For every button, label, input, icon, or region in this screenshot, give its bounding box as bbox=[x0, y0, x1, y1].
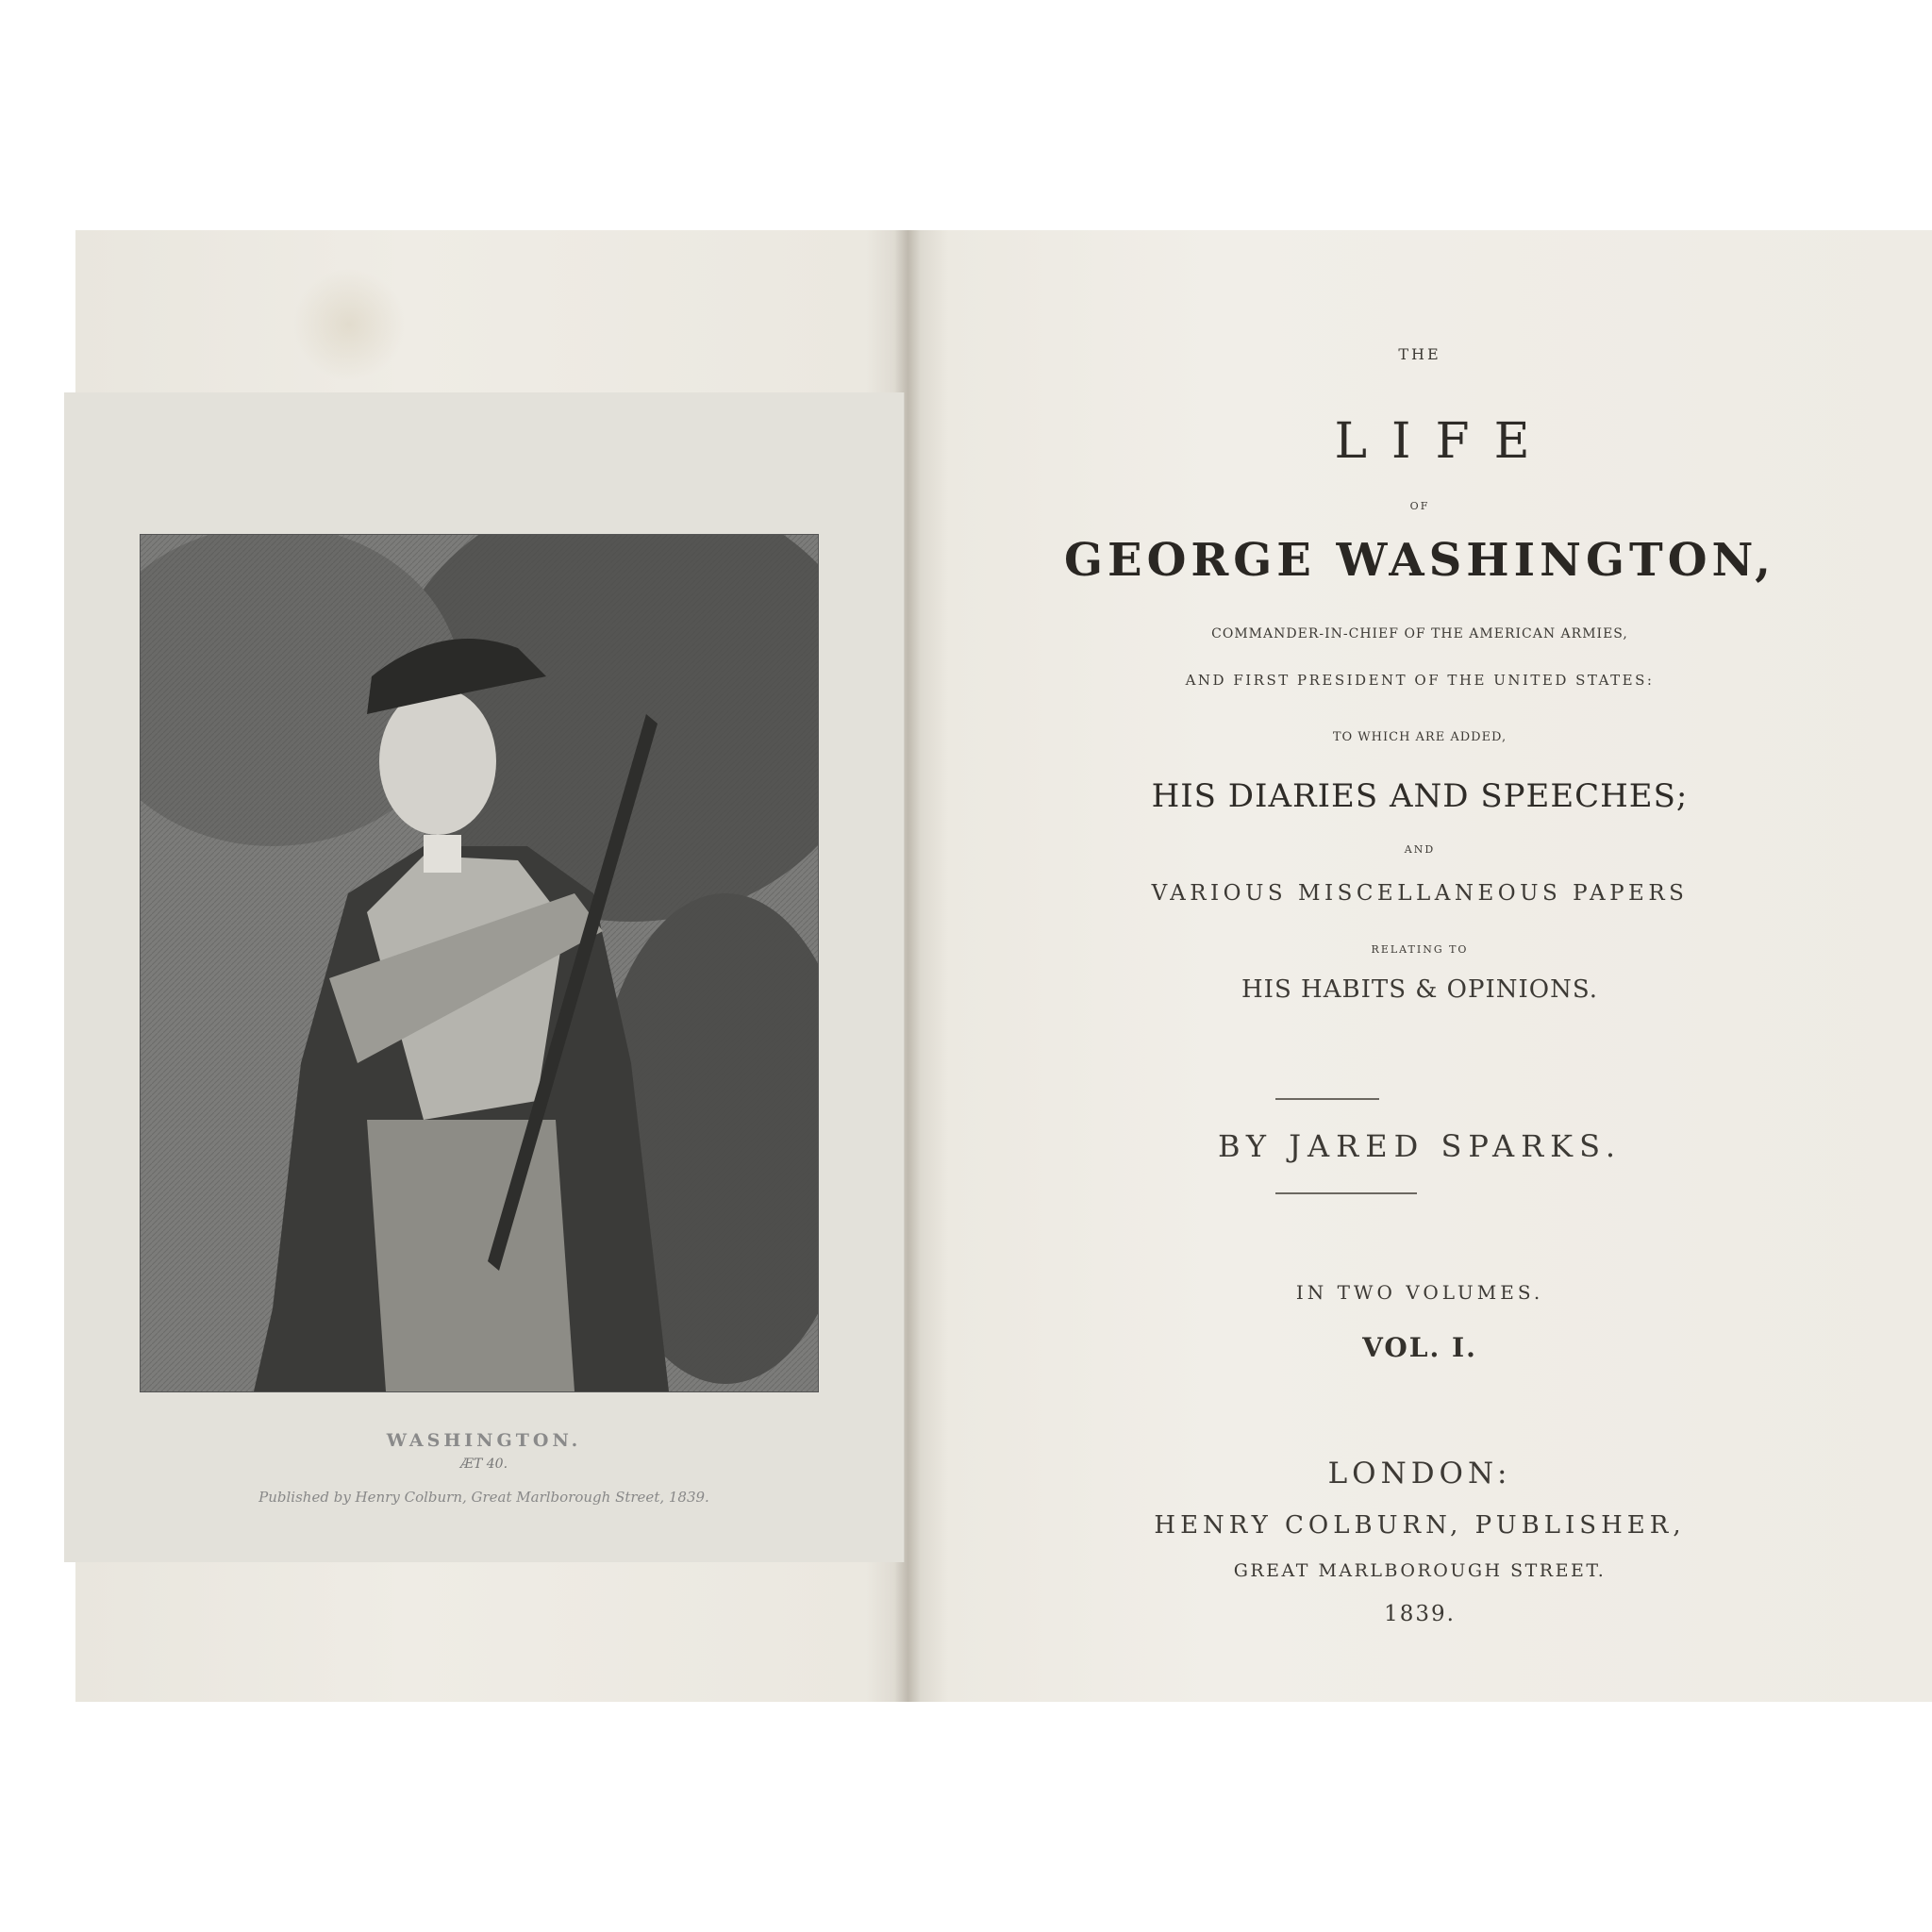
portrait-engraving bbox=[140, 534, 819, 1392]
subtitle-president: AND FIRST PRESIDENT OF THE UNITED STATES: bbox=[1185, 672, 1655, 689]
title-life: LIFE bbox=[1334, 413, 1555, 470]
title-diaries: HIS DIARIES AND SPEECHES; bbox=[1151, 777, 1689, 815]
title-of: OF bbox=[1409, 500, 1430, 512]
volumes-line: IN TWO VOLUMES. bbox=[1295, 1281, 1544, 1304]
subtitle-added: TO WHICH ARE ADDED, bbox=[1332, 730, 1507, 744]
imprint-city: LONDON: bbox=[1327, 1457, 1512, 1491]
imprint-publisher: HENRY COLBURN, PUBLISHER, bbox=[1154, 1511, 1686, 1540]
caption-age: ÆT 40. bbox=[459, 1457, 508, 1472]
paper-stain bbox=[292, 268, 406, 381]
volume-number: VOL. I. bbox=[1362, 1332, 1477, 1363]
title-the: THE bbox=[1398, 345, 1441, 363]
title-and: AND bbox=[1404, 843, 1436, 856]
title-various: VARIOUS MISCELLANEOUS PAPERS bbox=[1151, 881, 1689, 906]
imprint-street: GREAT MARLBOROUGH STREET. bbox=[1233, 1560, 1607, 1581]
imprint-year: 1839. bbox=[1384, 1602, 1456, 1626]
title-relating: RELATING TO bbox=[1371, 943, 1469, 956]
open-book bbox=[75, 230, 1932, 1702]
title-habits: HIS HABITS & OPINIONS. bbox=[1241, 975, 1598, 1004]
caption-publisher-line: Published by Henry Colburn, Great Marlborough Street, 1839. bbox=[258, 1489, 709, 1506]
frontispiece-plate bbox=[64, 392, 905, 1562]
author-line: BY JARED SPARKS. bbox=[1217, 1128, 1623, 1164]
divider-bottom bbox=[1275, 1192, 1417, 1194]
title-name: GEORGE WASHINGTON, bbox=[1063, 534, 1776, 587]
subtitle-commander: COMMANDER-IN-CHIEF OF THE AMERICAN ARMIES, bbox=[1211, 626, 1628, 641]
portrait-illustration bbox=[141, 535, 818, 1391]
caption-name: WASHINGTON. bbox=[386, 1430, 582, 1451]
divider-top bbox=[1275, 1098, 1379, 1100]
